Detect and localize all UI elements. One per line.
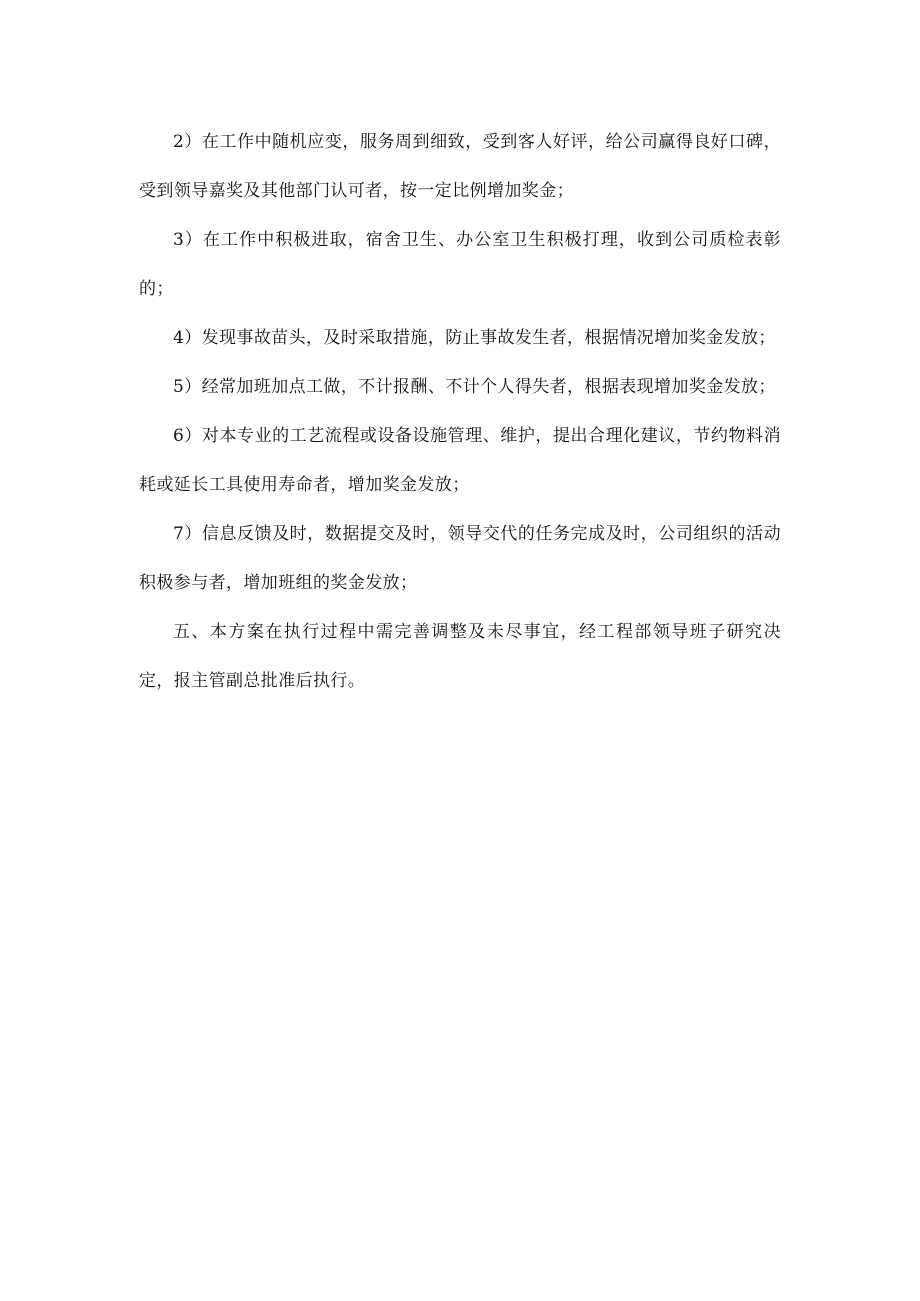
paragraph-item-7: 7）信息反馈及时，数据提交及时，领导交代的任务完成及时，公司组织的活动积极参与者，增加班组的奖金发放； [139,524,781,593]
paragraph-item-4: 4）发现事故苗头，及时采取措施，防止事故发生者，根据情况增加奖金发放； [173,328,776,348]
document-body [139,118,781,706]
paragraph-item-3: 3）在工作中积极进取，宿舍卫生、办公室卫生积极打理，收到公司质检表彰的； [139,230,781,299]
paragraph-section-five: 五、本方案在执行过程中需完善调整及未尽事宜，经工程部领导班子研究决定，报主管副总批准后执行。 [139,622,781,691]
paragraph-item-2: 2）在工作中随机应变，服务周到细致，受到客人好评，给公司赢得良好口碑，受到领导嘉奖及其他部门认可者，按一定比例增加奖金； [139,132,781,201]
paragraph-item-5: 5）经常加班加点工做，不计报酬、不计个人得失者，根据表现增加奖金发放； [173,377,776,397]
paragraph-item-6: 6）对本专业的工艺流程或设备设施管理、维护，提出合理化建议，节约物料消耗或延长工具使用寿命者，增加奖金发放； [139,426,781,495]
